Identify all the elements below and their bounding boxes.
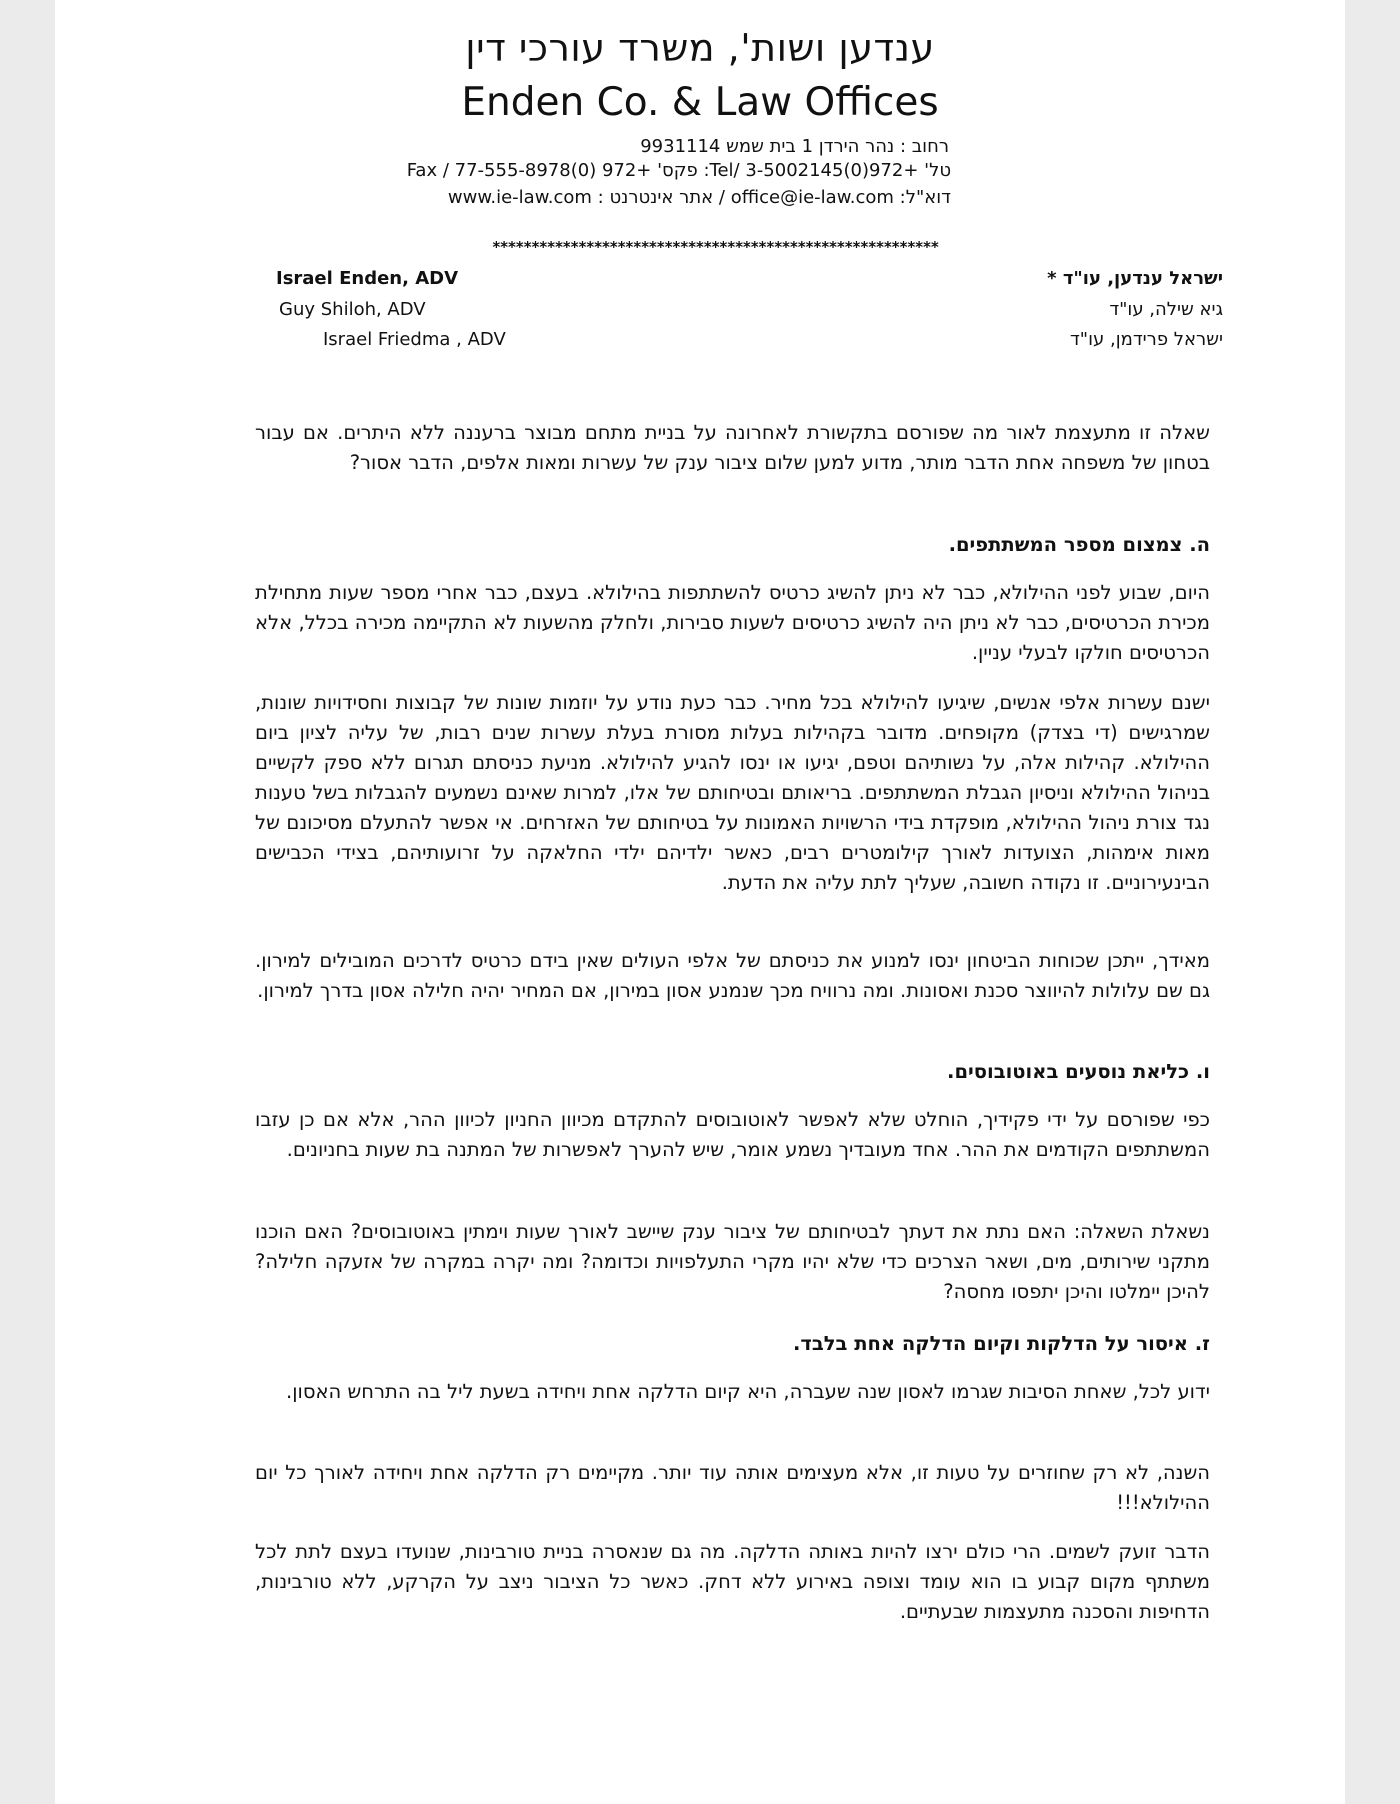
section-heading-he: ה. צמצום מספר המשתתפים. (948, 533, 1210, 556)
section-heading-zayin: ז. איסור על הדלקות וקיום הדלקה אחת בלבד. (792, 1332, 1210, 1355)
paragraph-6: נשאלת השאלה: האם נתת את דעתך לבטיחותם של ציבור ענק שיישב לאורך שעות וימתין באוטובוסים? האם הוכנו מתקני שירותים, מים, ושאר הצרכים כדי שלא יהיו מקרי התעלפויות וכדומה? ומה יקרה במקרה של אזעקה חלילה? להיכן יימלטו והיכן יתפסו מחסה? (255, 1220, 1210, 1303)
firm-name-hebrew: ענדען ושות', משרד עורכי דין (465, 26, 935, 70)
lawyer-he-1: ישראל ענדען, עו"ד * (1047, 268, 1223, 289)
lawyer-he-3: ישראל פרידמן, עו"ד (1069, 329, 1223, 350)
lawyer-en-3: Israel Friedma , ADV (323, 329, 506, 350)
phone-fax-line: טל' +972(0)3-5002145 /Tel: פקס' +972 (0)77-555-8978 / Fax (406, 160, 951, 181)
lawyer-en-1: Israel Enden, ADV (276, 268, 459, 289)
separator-line: ********************************************************* (491, 238, 939, 256)
paragraph-5: כפי שפורסם על ידי פקידיך, הוחלט שלא לאפשר לאוטובוסים להתקדם מכיוון החניון לכיוון ההר, אלא אם כן עזבו המשתתפים הקודמים את ההר. אחד מעובדיך נשמע אומר, שיש להערך לאפשרות של המתנה בת שעות בחניונים. (255, 1108, 1210, 1161)
paragraph-3: ישנם עשרות אלפי אנשים, שיגיעו להילולא בכל מחיר. כבר כעת נודע על יוזמות שונות של קבוצות וחסידויות שונות, שמרגישים (די בצדק) מקופחים. מדובר בקהילות בעלות מסורת בעלת עשרות שנים רבות, של עליה לציון ביום ההילולא. קהילות אלה, על נשותיהם וטפם, יגיעו או ינסו להגיע להילולא. מניעת כניסתם תגרום ללא ספק לקשיים בניהול ההילולא וניסיון הגבלת המשתתפים. בריאותם ובטיחותם של אלו, למרות שאינם נשמעים להגבלות בשל טענות נגד צורת ניהול ההילולא, מופקדת בידי הרשויות האמונות על בטיחותם של האזרחים. אי אפשר להתעלם מסיכונם של מאות אימהות, הצועדות לאורך קילומטרים רבים, כאשר ילדיהם ילדי החלאקה על זרועותיהם, בצידי הכבישים הבינעירוניים. זו נקודה חשובה, שעליך לתת עליה את הדעת. (255, 691, 1210, 894)
paragraph-2: היום, שבוע לפני ההילולא, כבר לא ניתן להשיג כרטיס להשתתפות בהילולא. בעצם, כבר אחרי מספר שעות מתחילת מכירת הכרטיסים, כבר לא ניתן היה להשיג כרטיסים לשעות סבירות, ולחלק מהשעות לא התקיימה מכירה בכלל, אלא הכרטיסים חולקו לבעלי עניין. (255, 581, 1210, 664)
lawyer-en-2: Guy Shiloh, ADV (279, 299, 426, 320)
paragraph-9: הדבר זועק לשמים. הרי כולם ירצו להיות באותה הדלקה. מה גם שנאסרה בניית טורבינות, שנועדו בעצם לתת לכל משתתף מקום קבוע בו הוא עומד וצופה באירוע ללא דחק. כאשר כל הציבור ניצב על הקרקע, ללא טורבינות, הדחיפות והסכנה מתעצמות שבעתיים. (255, 1540, 1210, 1623)
paragraph-1: שאלה זו מתעצמת לאור מה שפורסם בתקשורת לאחרונה על בניית מתחם מבוצר ברעננה ללא היתרים. אם עבור בטחון של משפחה אחת הדבר מותר, מדוע למען שלום ציבור ענק של עשרות ומאות אלפים, הדבר אסור? (255, 421, 1210, 474)
section-heading-vav: ו. כליאת נוסעים באוטובוסים. (947, 1060, 1210, 1083)
address-line: רחוב : נהר הירדן 1 בית שמש 9931114 (640, 136, 949, 157)
paragraph-4: מאידך, ייתכן שכוחות הביטחון ינסו למנוע את כניסתם של אלפי העולים שאין בידם כרטיס לדרכים המובילים למירון. גם שם עלולות להיווצר סכנת ואסונות. ומה נרוויח מכך שנמנע אסון במירון, אם המחיר יהיה חלילה אסון בדרך למירון. (255, 949, 1210, 1002)
firm-name-english: Enden Co. & Law Offices (461, 80, 939, 125)
email-web-line: דוא"ל: office@ie-law.com / אתר אינטרנט : www.ie-law.com (447, 187, 951, 208)
paragraph-7: ידוע לכל, שאחת הסיבות שגרמו לאסון שנה שעברה, היא קיום הדלקה אחת ויחידה בשעת ליל בה התרחש האסון. (286, 1380, 1210, 1403)
document-page (55, 0, 1345, 1804)
paragraph-8: השנה, לא רק שחוזרים על טעות זו, אלא מעצימים אותה עוד יותר. מקיימים רק הדלקה אחת ויחידה לאורך כל יום ההילולא!!! (255, 1461, 1210, 1514)
lawyer-he-2: גיא שילה, עו"ד (1109, 299, 1223, 320)
